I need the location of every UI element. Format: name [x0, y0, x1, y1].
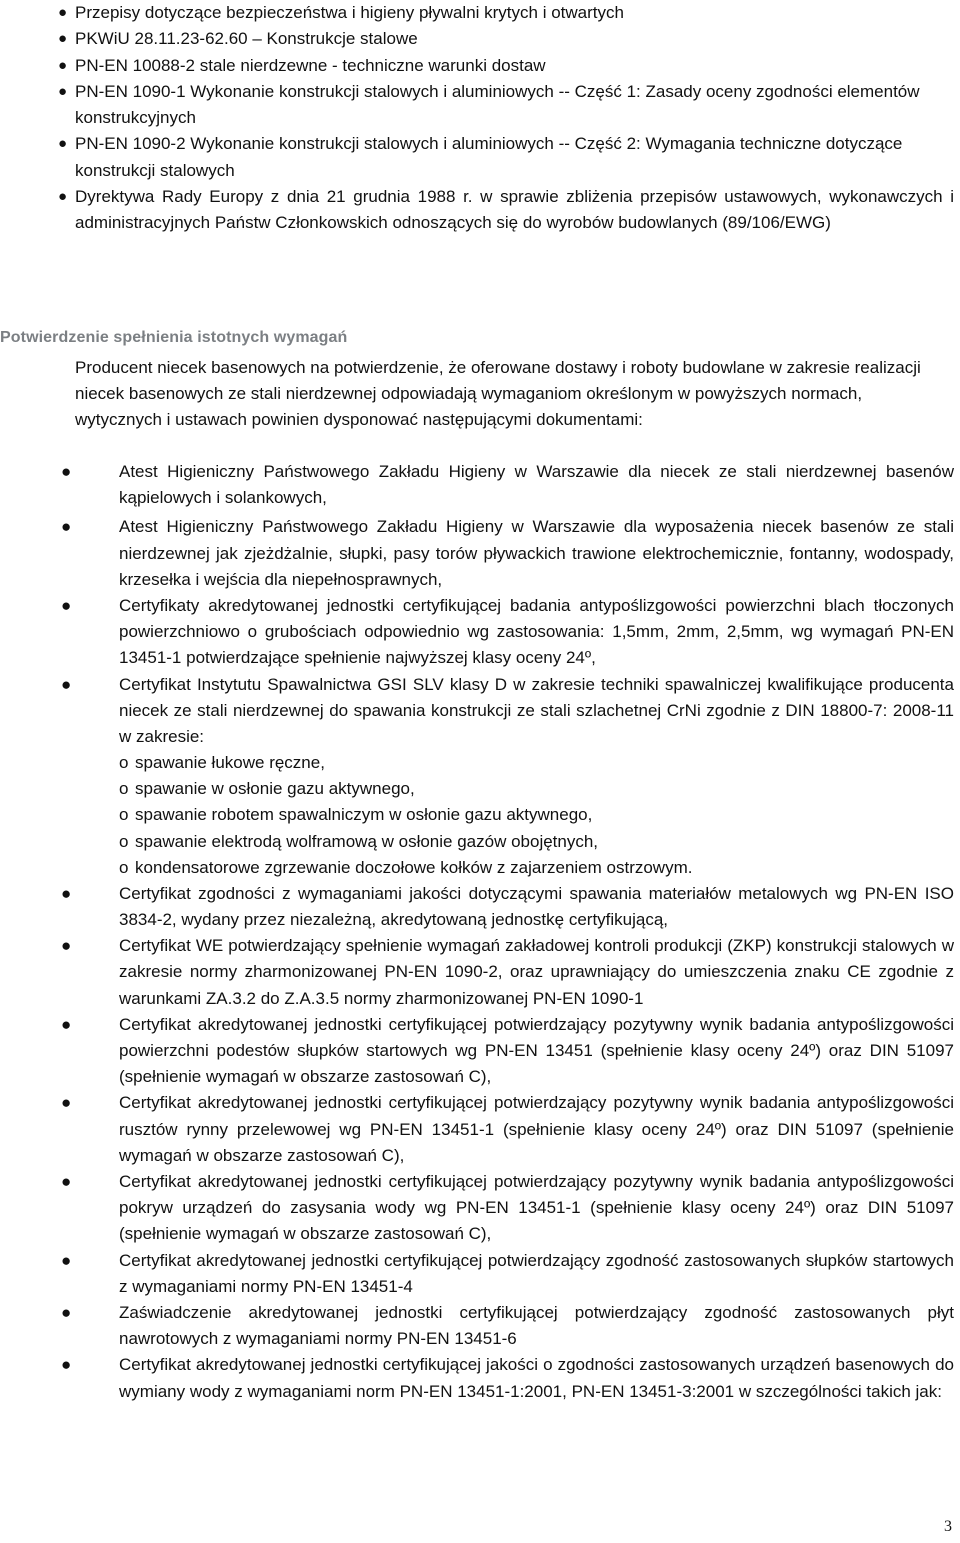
documents-list [0, 459, 960, 1405]
circle-bullet-icon: o [119, 805, 129, 825]
bullet-icon: ● [61, 1093, 72, 1113]
bullet-icon: ● [61, 517, 72, 537]
bullet-icon: ● [61, 1250, 72, 1270]
bullet-icon: ● [61, 1302, 72, 1322]
list-item: ● PKWiU 28.11.23-62.60 – Konstrukcje stalowe [0, 26, 958, 52]
section-heading: Potwierdzenie spełnienia istotnych wymagań [0, 329, 348, 346]
bullet-icon: ● [61, 936, 72, 956]
bullet-icon: ● [58, 30, 68, 48]
bullet-icon: ● [61, 883, 72, 903]
list-item: o spawanie łukowe ręczne, [119, 750, 954, 776]
list-item: o spawanie w osłonie gazu aktywnego, [119, 776, 954, 802]
circle-bullet-icon: o [119, 779, 129, 799]
list-item: ● Certyfikat akredytowanej jednostki certyfikującej potwierdzający zgodność zastosowanych słupków startowych z wymaganiami normy PN-EN 13451-4 [0, 1248, 960, 1300]
page-number: 3 [944, 1518, 952, 1535]
list-item: ● PN-EN 1090-2 Wykonanie konstrukcji stalowych i aluminiowych -- Część 2: Wymagania techniczne dotyczące konstrukcji stalowych [0, 131, 958, 184]
list-item: ● Certyfikaty akredytowanej jednostki certyfikującej badania antypoślizgowości powierzchni blach tłoczonych powierzchniowo o grubościach odpowiednio wg zastosowania: 1,5mm, 2mm, 2,5mm, wg wymagań PN-EN 13451-1 potwierdzające spełnienie najwyższej klasy oceny 24º, [0, 593, 960, 672]
list-item: ● Zaświadczenie akredytowanej jednostki certyfikującej potwierdzający zgodność zastosowanych płyt nawrotowych z wymaganiami normy PN-EN 13451-6 [0, 1300, 960, 1352]
list-item: ● Certyfikat Instytutu Spawalnictwa GSI SLV klasy D w zakresie techniki spawalniczej kwalifikujące producenta niecek ze stali nierdzewnej do spawania konstrukcji ze stali szlachetnej CrNi zgodnie z DIN 18800-7: 2008-11 w zakresie: o spawanie łukowe ręczne, o spawanie w osłonie gazu aktywnego, o spawanie robotem spawalniczym w osłonie gazu aktywnego, o spawanie elektrodą wolframową w osłonie gazów obojętnych, o kondensatorowe zgrzewanie doczołowe kołków z zajarzeniem ostrzowym. [0, 672, 960, 881]
bullet-icon: ● [58, 4, 68, 21]
welding-processes-list [119, 750, 954, 880]
bullet-icon: ● [58, 56, 68, 74]
list-item: ● Certyfikat WE potwierdzający spełnienie wymagań zakładowej kontroli produkcji (ZKP) konstrukcji stalowych w zakresie normy zharmonizowanej PN-EN 1090-2, oraz uprawniający do umieszczenia znaku CE zgodnie z warunkami ZA.3.2 do Z.A.3.5 normy zharmonizowanej PN-EN 1090-1 [0, 933, 960, 1012]
bullet-icon: ● [61, 596, 72, 616]
list-item: ● Certyfikat zgodności z wymaganiami jakości dotyczącymi spawania materiałów metalowych wg PN-EN ISO 3834-2, wydany przez niezależną, akredytowaną jednostkę certyfikującą, [0, 881, 960, 933]
circle-bullet-icon: o [119, 857, 129, 877]
list-item: ● Certyfikat akredytowanej jednostki certyfikującej potwierdzający pozytywny wynik badania antypoślizgowości rusztów rynny przelewowej wg PN-EN 13451-1 (spełnienie klasy oceny 24º) oraz DIN 51097 (spełnienie wymagań w obszarze zastosowań C), [0, 1090, 960, 1169]
list-item: o kondensatorowe zgrzewanie doczołowe kołków z zajarzeniem ostrzowym. [119, 855, 954, 881]
list-item: o spawanie elektrodą wolframową w osłonie gazów obojętnych, [119, 829, 954, 855]
bullet-icon: ● [58, 188, 68, 206]
list-item: ● Dyrektywa Rady Europy z dnia 21 grudnia 1988 r. w sprawie zbliżenia przepisów ustawowych, wykonawczych i administracyjnych Państw Członkowskich odnoszących się do wyrobów budowlanych (89/106/EWG) [0, 184, 958, 237]
list-item: ● Certyfikat akredytowanej jednostki certyfikującej potwierdzający pozytywny wynik badania antypoślizgowości powierzchni podestów słupków startowych wg PN-EN 13451 (spełnienie klasy oceny 24º) oraz DIN 51097 (spełnienie wymagań w obszarze zastosowań C), [0, 1012, 960, 1091]
list-item: ● PN-EN 10088-2 stale nierdzewne - techniczne warunki dostaw [0, 53, 958, 79]
bullet-icon: ● [61, 674, 72, 694]
list-item: ● Atest Higieniczny Państwowego Zakładu Higieny w Warszawie dla niecek ze stali nierdzewnej basenów kąpielowych i solankowych, [0, 459, 960, 511]
bullet-icon: ● [61, 1355, 72, 1375]
standards-list [0, 0, 958, 237]
bullet-icon: ● [61, 1014, 72, 1034]
circle-bullet-icon: o [119, 831, 129, 851]
list-item: ● Certyfikat akredytowanej jednostki certyfikującej jakości o zgodności zastosowanych urządzeń basenowych do wymiany wody z wymaganiami norm PN-EN 13451-1:2001, PN-EN 13451-3:2001 w szczególności takich jak: [0, 1352, 960, 1404]
list-item: ● Przepisy dotyczące bezpieczeństwa i higieny pływalni krytych i otwartych [0, 0, 958, 26]
list-item: ● Atest Higieniczny Państwowego Zakładu Higieny w Warszawie dla wyposażenia niecek basenów ze stali nierdzewnej jak zjeżdżalnie, słupki, pasy torów pływackich trawione elektrochemicznie, fontanny, wodospady, krzesełka i wejścia dla niepełnosprawnych, [0, 514, 960, 593]
bullet-icon: ● [61, 1171, 72, 1191]
bullet-icon: ● [58, 135, 68, 153]
list-item: o spawanie robotem spawalniczym w osłonie gazu aktywnego, [119, 802, 954, 828]
bullet-icon: ● [58, 82, 68, 100]
list-item: ● Certyfikat akredytowanej jednostki certyfikującej potwierdzający pozytywny wynik badania antypoślizgowości pokryw urządzeń do zasysania wody wg PN-EN 13451-1 (spełnienie klasy oceny 24º) oraz DIN 51097 (spełnienie wymagań w obszarze zastosowań C), [0, 1169, 960, 1248]
list-item: ● PN-EN 1090-1 Wykonanie konstrukcji stalowych i aluminiowych -- Część 1: Zasady oceny zgodności elementów konstrukcyjnych [0, 79, 958, 132]
bullet-icon: ● [61, 462, 72, 481]
circle-bullet-icon: o [119, 753, 129, 773]
intro-paragraph: Producent niecek basenowych na potwierdzenie, że oferowane dostawy i roboty budowlane w zakresie realizacji niecek basenowych ze stali nierdzewnej odpowiadają wymaganiom określonym w powyższych normach, wytycznych i ustawach powinien dysponować następującymi dokumentami: [75, 358, 921, 430]
